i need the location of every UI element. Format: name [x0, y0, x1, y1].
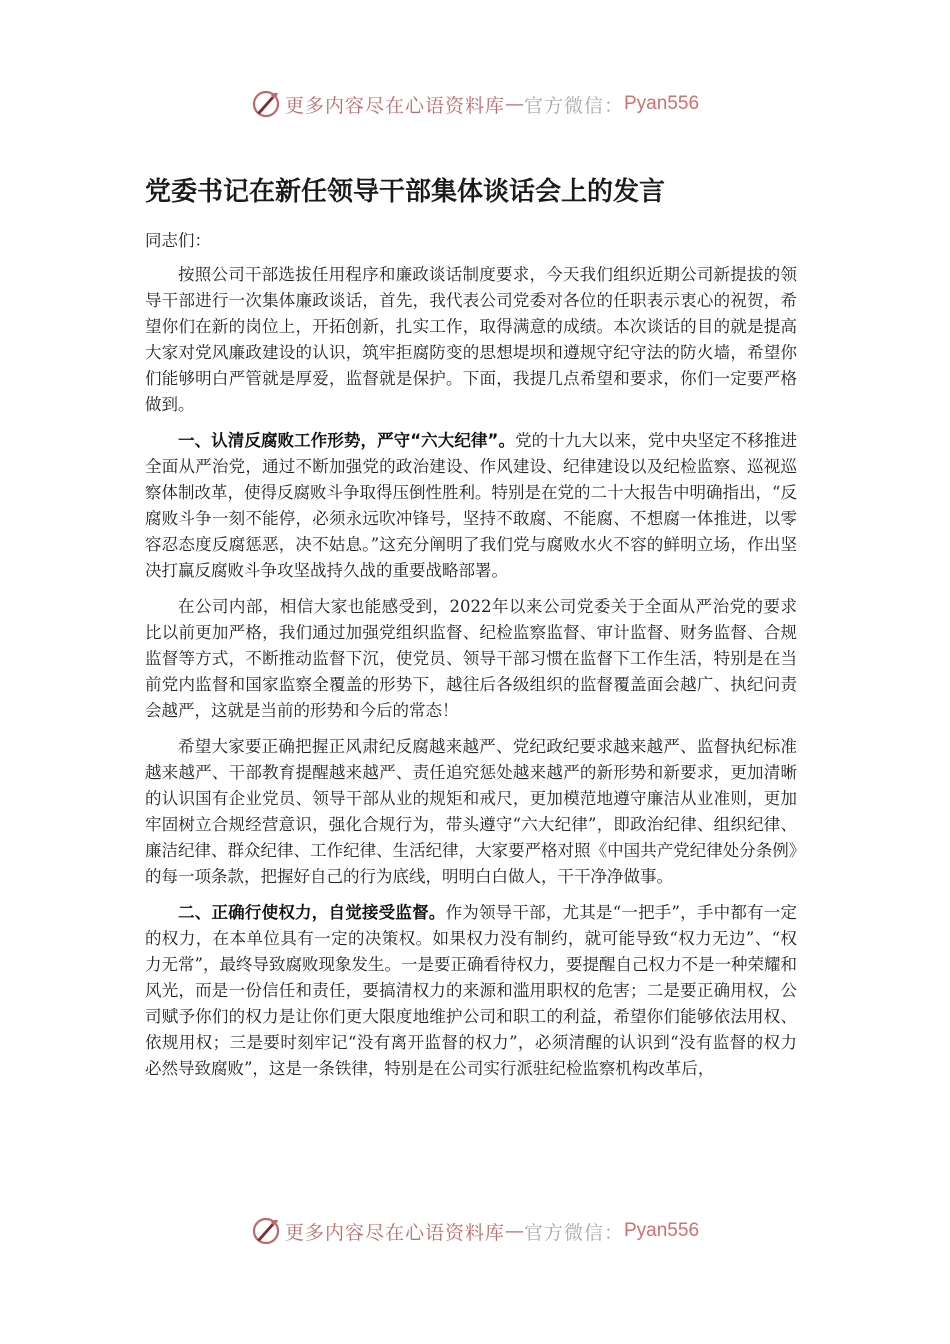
paragraph-section-2 [145, 900, 797, 1082]
paragraph-internal: 在公司内部，相信大家也能感受到，2022年以来公司党委关于全面从严治党的要求比以前更加严格，我们通过加强党组织监督、纪检监察监督、审计监督、财务监督、合规监督等方式，不断推动监督下沉，使党员、领导干部习惯在监督下工作生活，特别是在当前党内监督和国家监察全覆盖的形势下，越往后各级组织的监督覆盖面会越广、执纪问责会越严，这就是当前的形势和今后的常态！ [145, 597, 797, 720]
salutation: 同志们： [145, 231, 211, 250]
document-body [145, 228, 797, 1092]
banner-separator: — [504, 1220, 524, 1242]
banner-wechat-label: 官方微信： [523, 94, 624, 117]
banner-wechat-label: 官方微信： [523, 1221, 624, 1244]
section-1-text: 党的十九大以来，党中央坚定不移推进全面从严治党，通过不断加强党的政治建设、作风建设、纪律建设以及纪检监察、巡视巡察体制改革，使得反腐败斗争取得压倒性胜利。特别是在党的二十大报告中明确指出，“反腐败斗争一刻不能停，必须永远吹冲锋号，坚持不敢腐、不能腐、不想腐一体推进，以零容忍态度反腐惩恶，决不姑息。”这充分阐明了我们党与腐败水火不容的鲜明立场，作出坚决打赢反腐败斗争攻坚战持久战的重要战略部署。 [145, 431, 797, 580]
section-2-text: 作为领导干部，尤其是“一把手”，手中都有一定的权力，在本单位具有一定的决策权。如果权力没有制约，就可能导致“权力无边”、“权力无常”，最终导致腐败现象发生。一是要正确看待权力，要提醒自己权力不是一种荣耀和风光，而是一份信任和责任，要搞清权力的来源和滥用职权的危害；二是要正确用权，公司赋予你们的权力是让你们更大限度地维护公司和职工的利益，希望你们能够依法用权、依规用权；三是要时刻牢记“没有离开监督的权力”，必须清醒的认识到“没有监督的权力必然导致腐败”，这是一条铁律，特别是在公司实行派驻纪检监察机构改革后， [145, 903, 797, 1078]
section-heading-2: 二、正确行使权力，自觉接受监督。 [178, 903, 446, 922]
paragraph-hope: 希望大家要正确把握正风肃纪反腐越来越严、党纪政纪要求越来越严、监督执纪标准越来越严、干部教育提醒越来越严、责任追究惩处越来越严的新形势和新要求，更加清晰的认识国有企业党员、领导干部从业的规矩和戒尺，更加模范地遵守廉洁从业准则，更加牢固树立合规经营意识，强化合规行为，带头遵守“六大纪律”，即政治纪律、组织纪律、廉洁纪律、群众纪律、工作纪律、生活纪律，大家要严格对照《中国共产党纪律处分条例》的每一项条款，把握好自己的行为底线，明明白白做人，干干净净做事。 [145, 737, 797, 886]
paragraph-section-1 [145, 428, 797, 584]
banner-wechat-id: Pyan556 [624, 93, 700, 114]
quill-logo-icon [251, 1216, 281, 1246]
paragraph-intro: 按照公司干部选拔任用程序和廉政谈话制度要求，今天我们组织近期公司新提拔的领导干部进行一次集体廉政谈话，首先，我代表公司党委对各位的任职表示衷心的祝贺，希望你们在新的岗位上，开拓创新，扎实工作，取得满意的成绩。本次谈话的目的就是提高大家对党风廉政建设的认识，筑牢拒腐防变的思想堤坝和遵规守纪守法的防火墙，希望你们能够明白严管就是厚爱，监督就是保护。下面，我提几点希望和要求，你们一定要严格做到。 [145, 265, 797, 414]
header-banner [0, 84, 950, 124]
quill-logo-icon [251, 89, 281, 119]
banner-separator: — [504, 93, 524, 115]
banner-text: 更多内容尽在心语资料库 [284, 1221, 505, 1244]
section-heading-1: 一、认清反腐败工作形势，严守“六大纪律”。 [178, 431, 516, 450]
banner-wechat-id: Pyan556 [624, 1220, 700, 1241]
banner-text: 更多内容尽在心语资料库 [284, 94, 505, 117]
document-title: 党委书记在新任领导干部集体谈话会上的发言 [145, 177, 666, 207]
footer-banner [0, 1211, 950, 1251]
